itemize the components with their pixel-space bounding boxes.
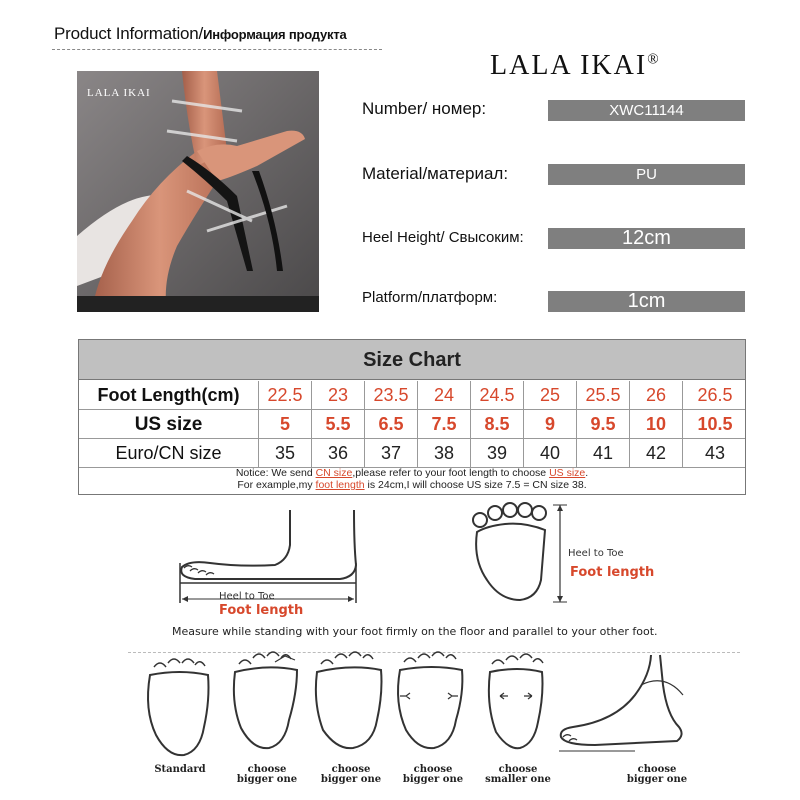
- standard-foot-icon: [140, 655, 220, 760]
- euro-cn-size-cell: 42: [630, 439, 683, 467]
- euro-cn-size-cell: 39: [471, 439, 524, 467]
- spec-number-value: XWC11144: [548, 100, 745, 121]
- notice-text: is 24cm,I will choose US size 7.5 = CN size 38.: [364, 479, 587, 491]
- notice-highlight: foot length: [315, 479, 365, 491]
- foot-length-cell: 23.5: [365, 381, 418, 409]
- brand-name: LALA IKAI: [490, 50, 648, 81]
- foot-caption-line1: choose: [247, 764, 287, 775]
- notice-highlight: CN size: [315, 467, 353, 479]
- foot-caption-line2: smaller one: [485, 774, 551, 785]
- spec-number-label: Number/ номер:: [362, 99, 487, 118]
- photo-watermark-logo: LALA IKAI: [87, 87, 151, 99]
- us-size-cell: 10: [630, 410, 683, 438]
- registered-mark: ®: [647, 51, 661, 68]
- foot-length-cell: 24.5: [471, 381, 524, 409]
- euro-cn-size-label: Euro/CN size: [79, 439, 259, 467]
- size-notice: [79, 467, 745, 491]
- us-size-cell: 9.5: [577, 410, 630, 438]
- notice-text: ,please refer to your foot length to choose: [352, 467, 550, 479]
- foot-length-cell: 23: [312, 381, 365, 409]
- foot-length-cell: 25: [524, 381, 577, 409]
- euro-cn-size-cell: 36: [312, 439, 365, 467]
- side-foot-length-label: Foot length: [219, 603, 304, 618]
- us-size-cell: 6.5: [365, 410, 418, 438]
- us-size-cell: 8.5: [471, 410, 524, 438]
- wide-instep-foot-icon: [392, 648, 472, 753]
- notice-text: For example,my: [237, 479, 316, 491]
- foot-caption: [393, 765, 473, 785]
- foot-caption-line1: choose: [637, 764, 677, 775]
- euro-cn-size-cell: 37: [365, 439, 418, 467]
- notice-text: Notice: We send: [235, 467, 316, 479]
- foot-caption-line1: choose: [498, 764, 538, 775]
- us-size-cell: 5: [259, 410, 312, 438]
- us-size-cell: 10.5: [697, 414, 733, 434]
- notice-text: .: [585, 467, 589, 479]
- size-chart-title: Size Chart: [79, 340, 745, 380]
- foot-length-cell: 25.5: [577, 381, 630, 409]
- size-chart: [78, 339, 746, 495]
- sole-foot-length-label: Foot length: [570, 565, 655, 580]
- foot-caption-line1: choose: [331, 764, 371, 775]
- product-info-title-en: Product Information/: [54, 24, 204, 43]
- euro-cn-size-cell: 41: [577, 439, 630, 467]
- foot-length-cell: 26.5: [697, 385, 733, 405]
- spec-platform-value: 1cm: [548, 291, 745, 312]
- foot-length-row: [79, 381, 745, 410]
- spec-platform-label: Platform/платформ:: [362, 289, 498, 306]
- foot-length-cell: 26: [630, 381, 683, 409]
- spec-heel-height-value: 12cm: [548, 228, 745, 249]
- euro-cn-size-cell: 43: [704, 443, 726, 463]
- foot-length-cell: 22.5: [259, 381, 312, 409]
- us-size-row: [79, 410, 745, 439]
- foot-caption: [140, 765, 220, 775]
- foot-caption-line2: bigger one: [626, 774, 688, 785]
- spec-material-label: Material/материал:: [362, 164, 509, 183]
- product-photo: [77, 71, 319, 312]
- foot-caption-line2: bigger one: [320, 774, 382, 785]
- euro-cn-size-cell: 38: [418, 439, 471, 467]
- foot-caption: [311, 765, 391, 785]
- side-heel-to-toe-label: Heel to Toe: [219, 591, 275, 602]
- us-size-cell: 7.5: [418, 410, 471, 438]
- sole-heel-to-toe-label: Heel to Toe: [568, 548, 624, 559]
- euro-cn-size-cell: 40: [524, 439, 577, 467]
- notice-line-1: [79, 467, 745, 479]
- foot-caption: [227, 765, 307, 785]
- narrow-foot-icon: [478, 650, 558, 755]
- spec-heel-height-label: Heel Height/ Свысоким:: [362, 229, 524, 246]
- us-size-cell: 9: [524, 410, 577, 438]
- us-size-cell: 5.5: [312, 410, 365, 438]
- foot-caption-line1: Standard: [154, 764, 206, 775]
- foot-caption: [478, 765, 558, 785]
- measure-instruction: Measure while standing with your foot firmly on the floor and parallel to your other foot.: [172, 625, 658, 638]
- sandal-photo-illustration: [77, 71, 319, 312]
- brand-logo: [490, 50, 661, 82]
- spec-material-value: PU: [548, 164, 745, 185]
- foot-caption-line2: bigger one: [236, 774, 298, 785]
- header-divider: [52, 49, 382, 50]
- euro-cn-size-row: [79, 439, 745, 468]
- notice-highlight: US size: [549, 467, 586, 479]
- foot-caption-line1: choose: [413, 764, 453, 775]
- product-info-title-ru: Информация продукта: [203, 27, 347, 42]
- euro-cn-size-cell: 35: [259, 439, 312, 467]
- foot-caption-line2: bigger one: [402, 774, 464, 785]
- foot-length-label: Foot Length(cm): [79, 381, 259, 409]
- wide-foot-icon: [311, 648, 391, 753]
- notice-line-2: [79, 479, 745, 491]
- wide-toe-foot-icon: [227, 648, 307, 753]
- foot-caption: [617, 765, 697, 785]
- high-instep-foot-icon: [555, 655, 695, 765]
- foot-length-cell: 24: [418, 381, 471, 409]
- sole-foot-diagram: [465, 500, 585, 610]
- us-size-label: US size: [79, 410, 259, 438]
- product-info-title: [54, 24, 347, 44]
